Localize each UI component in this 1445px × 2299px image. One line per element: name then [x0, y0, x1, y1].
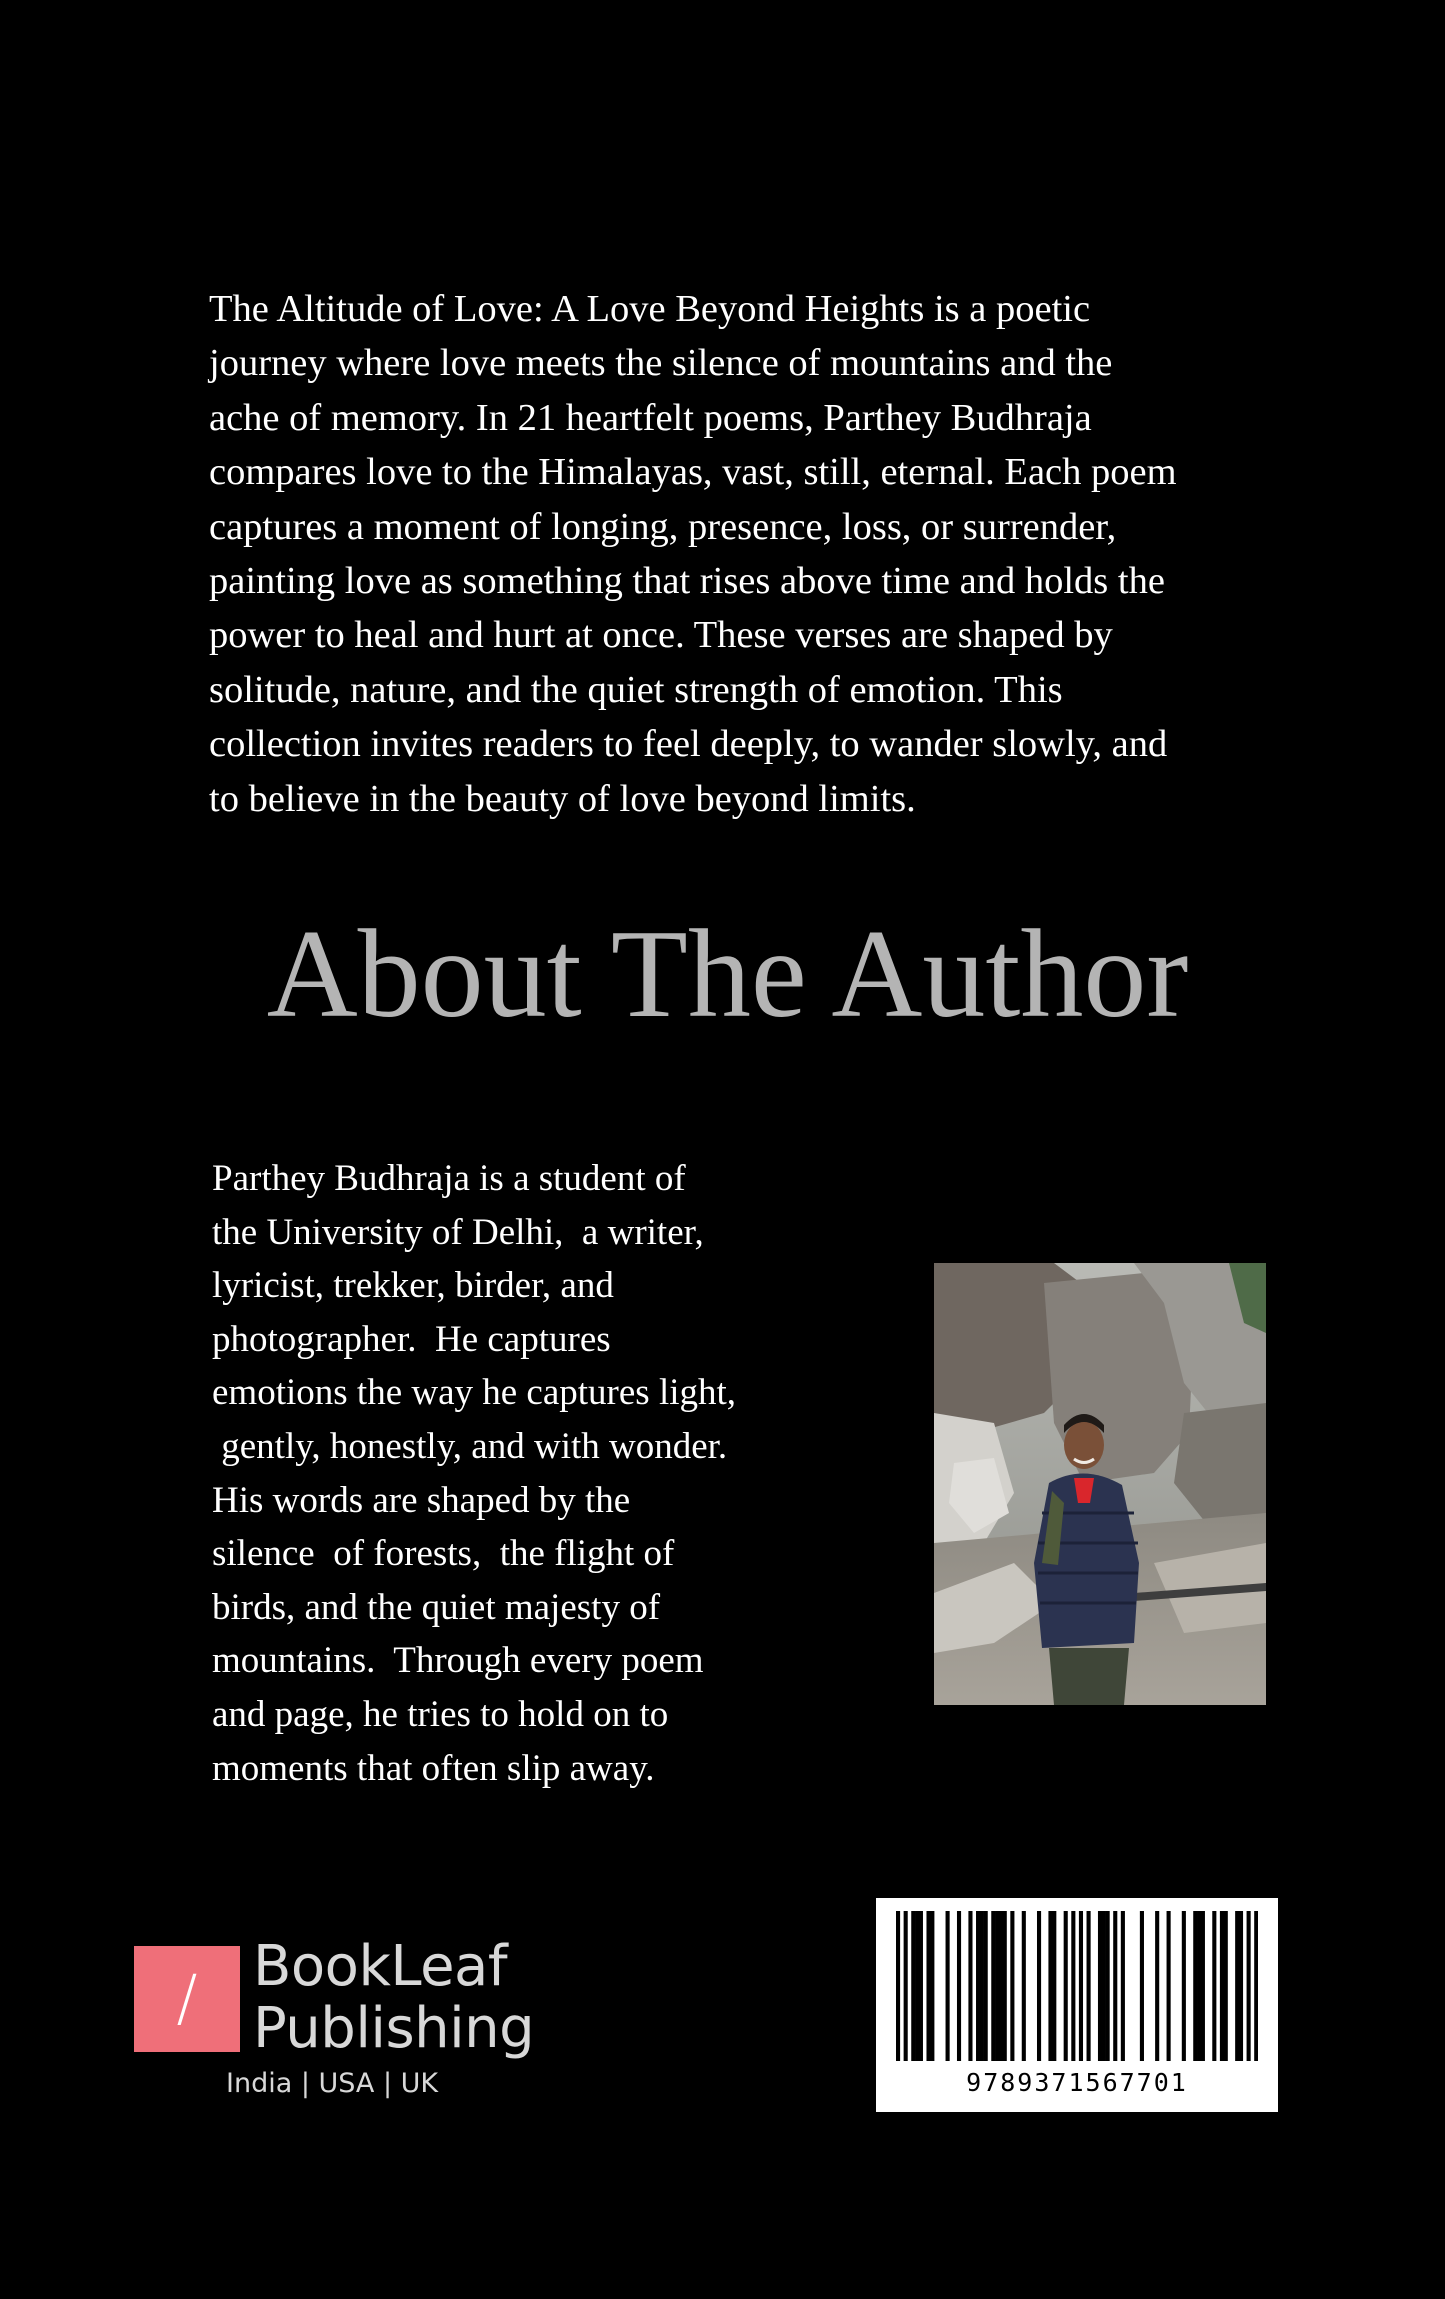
bio-line: silence of forests, the flight of — [212, 1533, 675, 1575]
publisher-name-line1: BookLeaf — [253, 1934, 508, 1999]
bio-line: the University of Delhi, a writer, — [212, 1211, 704, 1253]
barcode-bar — [919, 1911, 923, 2061]
description-line: The Altitude of Love: A Love Beyond Heights is a poetic — [209, 288, 1091, 330]
barcode-bar — [1182, 1911, 1186, 2061]
description-line: journey where love meets the silence of mountains and the — [209, 342, 1113, 385]
barcode-bar — [1155, 1911, 1159, 2061]
barcode-bar — [911, 1911, 915, 2061]
barcode-bar — [915, 1911, 919, 2061]
bio-line: lyricist, trekker, birder, and — [212, 1265, 614, 1307]
author-photo — [934, 1263, 1266, 1705]
bio-line: Parthey Budhraja is a student of — [212, 1158, 686, 1199]
barcode-bar — [1048, 1911, 1052, 2061]
barcode-bar — [896, 1911, 900, 2061]
description-line: captures a moment of longing, presence, loss, or surrender, — [209, 505, 1117, 548]
barcode-bar — [984, 1911, 988, 2061]
barcode-bar — [1239, 1911, 1243, 2061]
bio-line: and page, he tries to hold on to — [212, 1693, 669, 1735]
barcode-bar — [1037, 1911, 1041, 2061]
publisher-name — [253, 1936, 534, 2060]
barcode-bar — [926, 1911, 930, 2061]
barcode-bar — [1197, 1911, 1201, 2061]
barcode-bar — [1106, 1911, 1110, 2061]
author-photo-illustration — [934, 1263, 1266, 1705]
barcode-bar — [1071, 1911, 1075, 2061]
barcode-bar — [1022, 1911, 1026, 2061]
barcode-bar — [1052, 1911, 1056, 2061]
barcode-bars-icon — [896, 1911, 1258, 2061]
barcode-bar — [1193, 1911, 1197, 2061]
bio-line: birds, and the quiet majesty of — [212, 1586, 661, 1628]
book-description — [209, 282, 1269, 826]
bio-line: gently, honestly, and with wonder. — [212, 1425, 728, 1467]
description-line: painting love as something that rises above time and holds the — [209, 560, 1165, 603]
isbn-barcode — [876, 1898, 1278, 2112]
barcode-bar — [1064, 1911, 1068, 2061]
bio-line: photographer. He captures — [212, 1318, 611, 1360]
barcode-bar — [1010, 1911, 1014, 2061]
bio-line: His words are shaped by the — [212, 1479, 631, 1521]
bio-line: mountains. Through every poem — [212, 1640, 704, 1682]
barcode-bar — [904, 1911, 908, 2061]
description-line: compares love to the Himalayas, vast, still, eternal. Each poem — [209, 451, 1177, 494]
barcode-bar — [1140, 1911, 1144, 2061]
barcode-bar — [976, 1911, 980, 2061]
description-line: to believe in the beauty of love beyond limits. — [209, 777, 916, 820]
barcode-bar — [1220, 1911, 1224, 2061]
barcode-bar — [968, 1911, 972, 2061]
description-line: power to heal and hurt at once. These verses are shaped by — [209, 614, 1113, 657]
barcode-bar — [1079, 1911, 1083, 2061]
barcode-bar — [991, 1911, 995, 2061]
description-line: ache of memory. In 21 heartfelt poems, Parthey Budhraja — [209, 396, 1092, 439]
barcode-bar — [1201, 1911, 1205, 2061]
barcode-bar — [1212, 1911, 1216, 2061]
barcode-bar — [1254, 1911, 1258, 2061]
about-the-author-heading: About The Author — [266, 905, 1189, 1044]
barcode-bar — [1098, 1911, 1102, 2061]
publisher-name-line2: Publishing — [253, 1996, 535, 2061]
barcode-bar — [957, 1911, 961, 2061]
description-line: collection invites readers to feel deeply, to wander slowly, and — [209, 723, 1168, 766]
bio-line: moments that often slip away. — [212, 1747, 655, 1789]
barcode-bar — [946, 1911, 950, 2061]
barcode-bar — [1167, 1911, 1171, 2061]
isbn-number: 9789371567701 — [966, 2068, 1188, 2097]
barcode-bar — [1003, 1911, 1007, 2061]
barcode-bar — [1087, 1911, 1091, 2061]
publisher-logo — [134, 1934, 554, 2118]
barcode-bar — [995, 1911, 999, 2061]
barcode-bar — [1247, 1911, 1251, 2061]
barcode-bar — [1121, 1911, 1125, 2061]
barcode-bar — [980, 1911, 984, 2061]
barcode-bar — [1235, 1911, 1239, 2061]
publisher-regions: India | USA | UK — [226, 2068, 439, 2099]
barcode-bar — [930, 1911, 934, 2061]
bio-line: emotions the way he captures light, — [212, 1372, 737, 1414]
description-line: solitude, nature, and the quiet strength of emotion. This — [209, 668, 1063, 711]
author-bio — [212, 1152, 852, 1795]
barcode-bar — [999, 1911, 1003, 2061]
barcode-bar — [1102, 1911, 1106, 2061]
barcode-bar — [1113, 1911, 1117, 2061]
publisher-slash-logo-icon: / — [134, 1946, 240, 2052]
barcode-bar — [1224, 1911, 1228, 2061]
